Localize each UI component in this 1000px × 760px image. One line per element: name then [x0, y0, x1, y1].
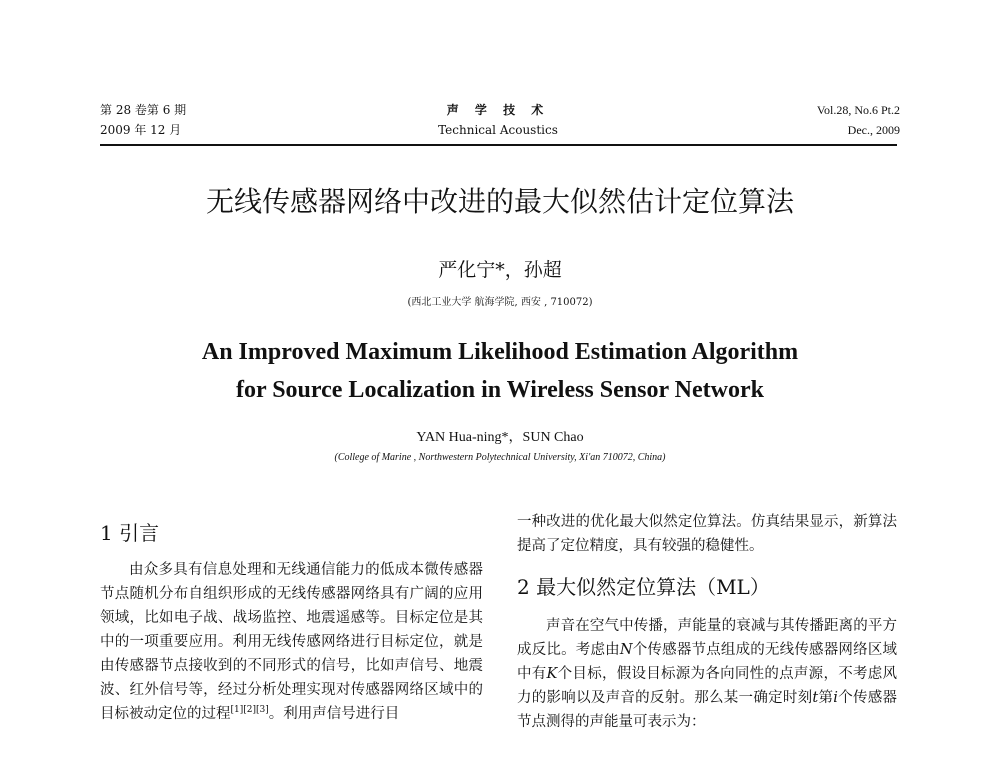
journal-volume-info-en	[817, 100, 900, 140]
journal-volume-info	[100, 100, 186, 140]
authors-cn: 严化宁*，孙超	[438, 259, 562, 281]
variable-k: K	[546, 666, 558, 682]
paper-title-en	[100, 333, 900, 409]
ml-paragraph	[517, 614, 897, 734]
variable-n: N	[619, 642, 633, 658]
left-column	[100, 510, 483, 726]
journal-name-en: Technical Acoustics	[438, 123, 558, 137]
citation-ref: [1][2][3]	[230, 705, 269, 716]
ml-text-4: 第	[818, 690, 834, 706]
affiliation-cn: (西北工业大学 航海学院, 西安 , 710072)	[407, 297, 593, 308]
publication-date-cn: 2009 年 12 月	[100, 123, 182, 137]
volume-issue-en: Vol.28, No.6 Pt.2	[816, 103, 900, 117]
ml-text-1: 声音在空气中传播，声能量的衰减与其传播距离的平方成反比。考虑由	[517, 618, 897, 658]
right-column	[517, 510, 897, 734]
authors-en: YAN Hua-ning*，SUN Chao	[416, 430, 584, 445]
journal-name	[400, 100, 596, 140]
paper-title-cn: 无线传感器网络中改进的最大似然估计定位算法	[205, 185, 794, 218]
header-rule	[100, 144, 897, 146]
ml-text-5: 个传感器节点测得的声能量可表示为：	[517, 690, 898, 730]
volume-issue: 第 28 卷第 6 期	[100, 103, 187, 117]
affiliation-en: (College of Marine , Northwestern Polytechnical University, Xi'an 710072, China)	[334, 452, 666, 463]
variable-i: i	[833, 690, 838, 706]
paper-title-en-line2: for Source Localization in Wireless Sensor Network	[236, 377, 764, 403]
intro-text: 由众多具有信息处理和无线通信能力的低成本微传感器节点随机分布自组织形成的无线传感器网络具有广阔的应用领域，比如电子战、战场监控、地震遥感等。目标定位是其中的一项重要应用。利用无线传感网络进行目标定位，就是由传感器节点接收到的不同形式的信号，比如声信号、地震波、红外信号等，经过分析处理实现对传感器网络区域中的目标被动定位的过程	[100, 562, 483, 722]
paper-title-en-line1: An Improved Maximum Likelihood Estimation Algorithm	[201, 339, 799, 365]
journal-name-cn: 声 学 技 术	[446, 103, 550, 117]
ml-text-3: 个目标，假设目标源为各向同性的点声源，不考虑风力的影响以及声音的反射。那么某一确定时刻	[517, 666, 898, 706]
section-1-title: 1 引言	[100, 521, 160, 545]
intro-paragraph	[100, 558, 483, 726]
variable-t: t	[812, 690, 819, 706]
intro-text-tail: 。利用声信号进行目	[268, 706, 400, 722]
ml-text-2: 个传感器节点组成的无线传感器网络区域中有	[517, 642, 898, 682]
continued-paragraph: 一种改进的优化最大似然定位算法。仿真结果显示，新算法提高了定位精度，具有较强的稳健性。	[517, 514, 897, 554]
section-2-title: 2 最大似然定位算法（ML）	[517, 575, 770, 599]
publication-date-en: Dec., 2009	[847, 123, 900, 137]
